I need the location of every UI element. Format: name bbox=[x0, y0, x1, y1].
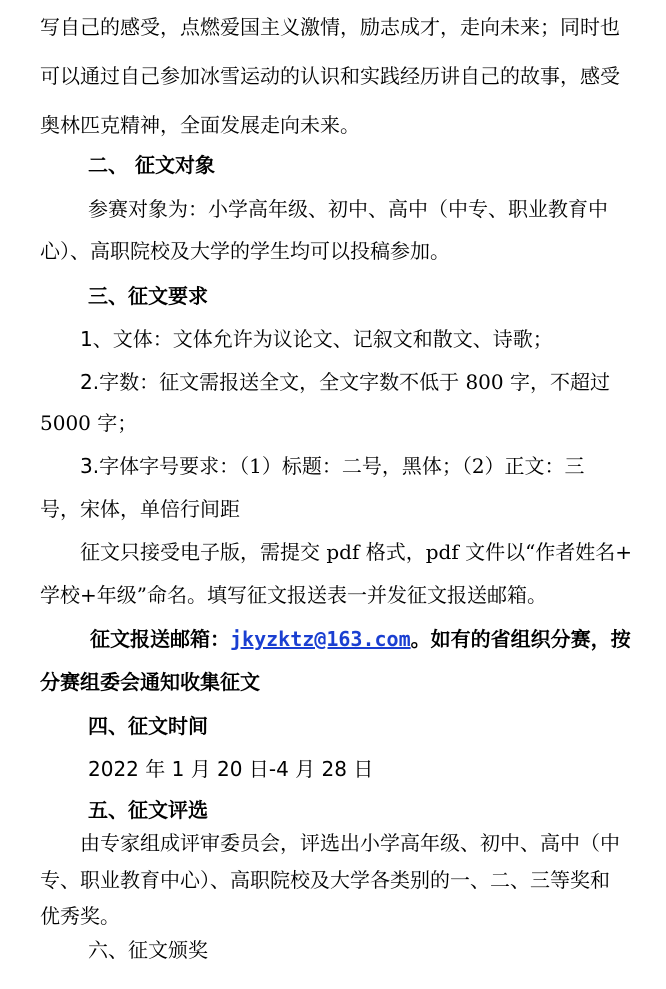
email-line bbox=[90, 626, 631, 652]
requirement-item-2-label: 2.字数： bbox=[80, 370, 160, 394]
section-6-heading: 六、征文颁奖 bbox=[88, 938, 208, 962]
requirement-item-1 bbox=[80, 326, 553, 352]
section-5-line-3: 优秀奖。 bbox=[40, 904, 120, 928]
requirement-item-3 bbox=[80, 453, 585, 479]
requirement-item-1-label: 1、文体： bbox=[80, 327, 173, 351]
intro-line-2: 可以通过自己参加冰雪运动的认识和实践经历讲自己的故事，感受 bbox=[40, 64, 620, 88]
requirement-item-1-text: 文体允许为议论文、记叙文和散文、诗歌； bbox=[172, 327, 553, 351]
requirement-item-2-text: 征文需报送全文，全文字数不低于 800 字，不超过 bbox=[159, 370, 610, 394]
section-5-heading: 五、征文评选 bbox=[88, 798, 208, 822]
intro-line-3: 奥林匹克精神，全面发展走向未来。 bbox=[40, 113, 360, 137]
requirement-item-3-cont: 号，宋体，单倍行间距 bbox=[40, 497, 240, 521]
requirement-item-2-cont: 5000 字； bbox=[40, 411, 138, 435]
section-5-line-2: 专、职业教育中心）、高职院校及大学各类别的一、二、三等奖和 bbox=[40, 868, 610, 892]
section-4-dates: 2022 年 1 月 20 日-4 月 28 日 bbox=[88, 757, 374, 781]
email-link[interactable]: jkyzktz@163.com bbox=[230, 627, 411, 651]
section-2-line-1: 参赛对象为：小学高年级、初中、高中（中专、职业教育中 bbox=[88, 197, 608, 221]
email-label: 征文报送邮箱： bbox=[90, 627, 230, 651]
section-2-line-2: 心）、高职院校及大学的学生均可以投稿参加。 bbox=[40, 239, 450, 263]
submission-note-line-1: 征文只接受电子版，需提交 pdf 格式，pdf 文件以“作者姓名+ bbox=[80, 540, 633, 564]
section-3-heading: 三、征文要求 bbox=[88, 284, 208, 308]
section-2-heading: 二、 征文对象 bbox=[88, 153, 215, 177]
email-after: 。如有的省组织分赛，按 bbox=[410, 627, 631, 651]
intro-line-1: 写自己的感受，点燃爱国主义激情，励志成才，走向未来；同时也 bbox=[40, 15, 620, 39]
requirement-item-3-label: 3.字体字号要求： bbox=[80, 454, 240, 478]
email-line-cont: 分赛组委会通知收集征文 bbox=[40, 670, 260, 694]
section-5-line-1: 由专家组成评审委员会，评选出小学高年级、初中、高中（中 bbox=[80, 831, 620, 855]
section-4-heading: 四、征文时间 bbox=[88, 714, 208, 738]
submission-note-line-2: 学校+年级”命名。填写征文报送表一并发征文报送邮箱。 bbox=[40, 583, 547, 607]
requirement-item-3-text: （1）标题：二号，黑体；（2）正文：三 bbox=[239, 454, 585, 478]
requirement-item-2 bbox=[80, 369, 610, 395]
